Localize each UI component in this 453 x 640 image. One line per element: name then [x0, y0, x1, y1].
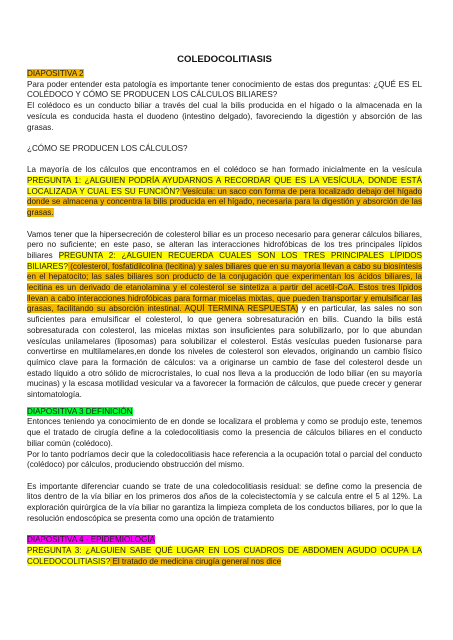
slide-2-paragraph-1: Para poder entender esta patología es importante tener conocimiento de estas dos preguntas: ¿QUÉ ES EL COLÉDOCO Y CÓMO SE PRODUCEN LOS CÁLCULOS BILIARES? [27, 79, 422, 100]
slide-3-paragraph-2: Por lo tanto podríamos decir que la coledocolitiasis hace referencia a la ocupación total o parcial del conducto (colédoco) por cálculos, produciendo obstrucción del mismo. [27, 449, 422, 470]
slide-2-paragraph-3 [27, 165, 422, 219]
slide-4-label: DIAPOSITIVA 4 - EPIDEMIOLOGÍA [27, 535, 156, 545]
slide-2-question-heading: ¿CÓMO SE PRODUCEN LOS CÁLCULOS? [27, 143, 188, 153]
slide-2-paragraph-4 [27, 230, 422, 401]
slide-3-label: DIAPOSITIVA 3 DEFINICIÓN [27, 406, 133, 416]
slide-2-label: DIAPOSITIVA 2 [27, 69, 84, 78]
question-2: PREGUNTA 2: ¿ALGUIEN RECUERDA CUALES SON LOS TRES PRINCIPALES LÍPIDOS BILIARES? [27, 250, 422, 271]
spacer [27, 471, 422, 482]
slide-3-paragraph-3: Es importante diferenciar cuando se trate de una coledocolitiasis residual: se define como la presencia de litos dentro de la vía biliar en los primeros dos años de la colecistectomía y se calcula entre el 5 al 12%. La exploración quirúrgica de la vía biliar no garantiza la limpieza completa de los conductos biliares, por lo que la resolución endoscópica se presenta como una opción de tratamiento [27, 481, 422, 523]
slide-2-paragraph-2: El colédoco es un conducto biliar a través del cual la bilis producida en el hígado o la almacenada en la vesícula es conducida hasta el duodeno (intestino delgado), favoreciendo la digestión y absorción de las grasas. [27, 101, 422, 132]
document-title: COLEDOCOLITIASIS [177, 54, 272, 65]
question-1: PREGUNTA 1: ¿ALGUIEN PODRÍA AYUDARNOS A RECORDAR QUE ES LA VESÍCULA, DONDE ESTÁ LOCALIZADA Y CUAL ES SU FUNCIÓN? [27, 176, 422, 196]
answer-3-start: El tratado de medicina cirugía general nos dice [110, 556, 282, 566]
slide-3-paragraph-1: Entonces teniendo ya conocimiento de en donde se localizara el problema y como se produjo este, tenemos que el tratado de cirugía define a la coledocolitiasis como la presencia de cálculos biliares en el conducto biliar común (colédoco). [27, 417, 422, 448]
answer-2: (colesterol, fosfatidilcolina (lecitina) y sales biliares que en su mayoría llevan a cabo su biosíntesis en el hepatocito; las sales biliares son producto de la conjugación que experimentan los ácidos biliares, la lecitina es un derivado de etanolamina y el colesterol se sintetiza a partir del acetil-CoA. Estos tres lípidos llevan a cabo interacciones hidrofóbicas para formar micelas mixtas, que pueden transportar y emulsificar las grasas, facilitando su absorción intestinal. AQUÍ TERMINA RESPUESTA) [27, 261, 422, 314]
spacer [27, 219, 422, 230]
slide-2-paragraph-4-text: Vamos tener que la hipersecreción de colesterol biliar es un proceso necesario para generar cálculos biliares, pero no suficiente; en este paso, se alteran las interacciones hidrofóbicas de los tres principales lípidos biliares [27, 229, 422, 260]
slide-2-paragraph-3-text: La mayoría de los cálculos que encontramos en el colédoco se han formado inicialmente en la vesícula [27, 165, 422, 175]
slide-3-label-line [27, 407, 422, 418]
spacer [27, 524, 422, 535]
slide-2-label-line [27, 69, 422, 80]
spacer [27, 133, 422, 144]
slide-2-paragraph-4-continuation: y en particular, las sales no son suficientes para emulsificar el colesterol, lo que genera sobresaturación en bilis. Cuando la bilis está sobresaturada con colesterol, las micelas mixtas son insuficientes para solubilizarlo, por lo que abundan vesículas unilamelares (liposomas) para solubilizar el colesterol. Estás vesículas pueden fusionarse para convertirse en multilamelares,en donde los niveles de colesterol son elevados, originando un cambio físico químico clave para la formación de cálculos: va a originarse un cambio de fase del colesterol desde un estado líquido a otro sólido de microcristales, lo cual nos lleva a la producción de lodo biliar (en su mayoría mucinas) y la escasa motilidad vesicular va a favorecer la formación de cálculos, que puede crecer y generar sintomatología. [27, 304, 422, 400]
question-3: PREGUNTA 3: ¿ALGUIEN SABE QUÉ LUGAR EN LOS CUADROS DE ABDOMEN AGUDO OCUPA LA COLEDOCOLITIASIS? [27, 545, 422, 566]
slide-4-label-line [27, 535, 422, 546]
spacer [27, 155, 422, 166]
slide-4-paragraph-1 [27, 546, 422, 567]
answer-1: Vesícula: un saco con forma de pera localizado debajo del hígado donde se almacena y concentra la bilis producida en el hígado, necesaria para la digestión y absorción de las grasas. [27, 186, 422, 218]
